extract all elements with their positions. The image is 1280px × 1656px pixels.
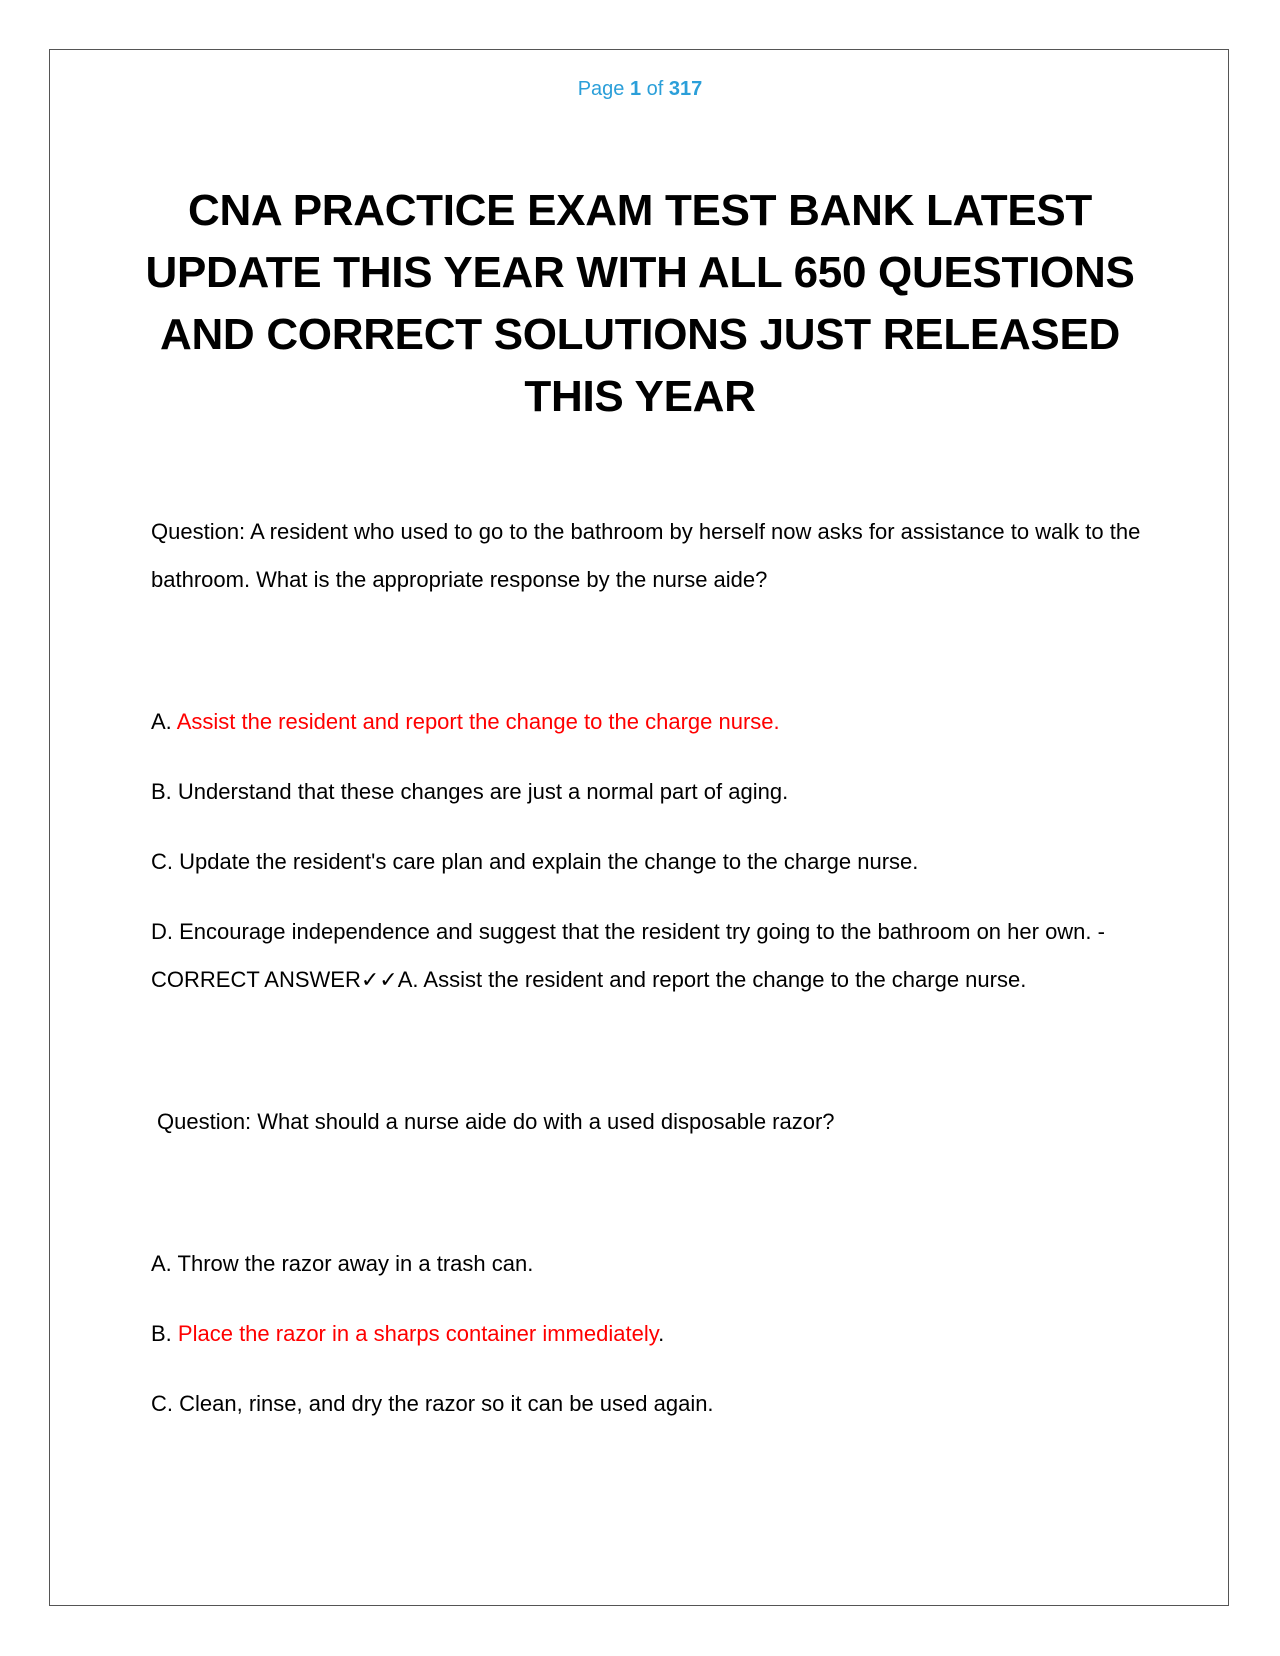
correct-answer-highlight: Assist the resident and report the change to the charge nurse. xyxy=(176,709,780,734)
page-label: Page xyxy=(577,78,625,100)
question-1-option-a xyxy=(151,698,1141,746)
option-trailing-period: . xyxy=(658,1321,665,1346)
option-text: Encourage independence and suggest that the resident try going to the bathroom on her own. - CORRECT ANSWER✓✓A. Assist the resident and report the change to the charge nurse. xyxy=(151,919,1105,992)
question-2-text: Question: What should a nurse aide do with a used disposable razor? xyxy=(157,1109,835,1134)
option-letter: C. xyxy=(151,1391,173,1416)
option-letter: A. xyxy=(151,1251,172,1276)
question-2-option-c xyxy=(151,1380,1141,1428)
current-page-number: 1 xyxy=(629,78,642,100)
question-1-option-c xyxy=(151,838,1141,886)
option-text: Clean, rinse, and dry the razor so it can be used again. xyxy=(179,1391,714,1416)
option-letter: C. xyxy=(151,849,173,874)
total-page-count: 317 xyxy=(668,78,703,100)
option-letter: D. xyxy=(151,919,173,944)
correct-answer-highlight: Place the razor in a sharps container immediately xyxy=(177,1321,659,1346)
option-letter: A. xyxy=(151,709,172,734)
question-1-option-b xyxy=(151,768,1141,816)
page-number-header xyxy=(0,78,1280,101)
option-letter: B. xyxy=(151,779,172,804)
question-2-option-b xyxy=(151,1310,1141,1358)
option-letter: B. xyxy=(151,1321,172,1346)
document-title: CNA PRACTICE EXAM TEST BANK LATEST UPDATE THIS YEAR WITH ALL 650 QUESTIONS AND CORRECT SOLUTIONS JUST RELEASED THIS YEAR xyxy=(145,186,1135,421)
option-text: Understand that these changes are just a normal part of aging. xyxy=(177,779,789,804)
question-1-text: Question: A resident who used to go to the bathroom by herself now asks for assistance to walk to the bathroom. What is the appropriate response by the nurse aide? xyxy=(151,519,1141,592)
question-1-option-d xyxy=(151,908,1141,1004)
question-2-option-a xyxy=(151,1240,1141,1288)
option-text: Throw the razor away in a trash can. xyxy=(177,1251,534,1276)
option-text: Update the resident's care plan and explain the change to the charge nurse. xyxy=(179,849,919,874)
page-of-label: of xyxy=(646,78,664,100)
